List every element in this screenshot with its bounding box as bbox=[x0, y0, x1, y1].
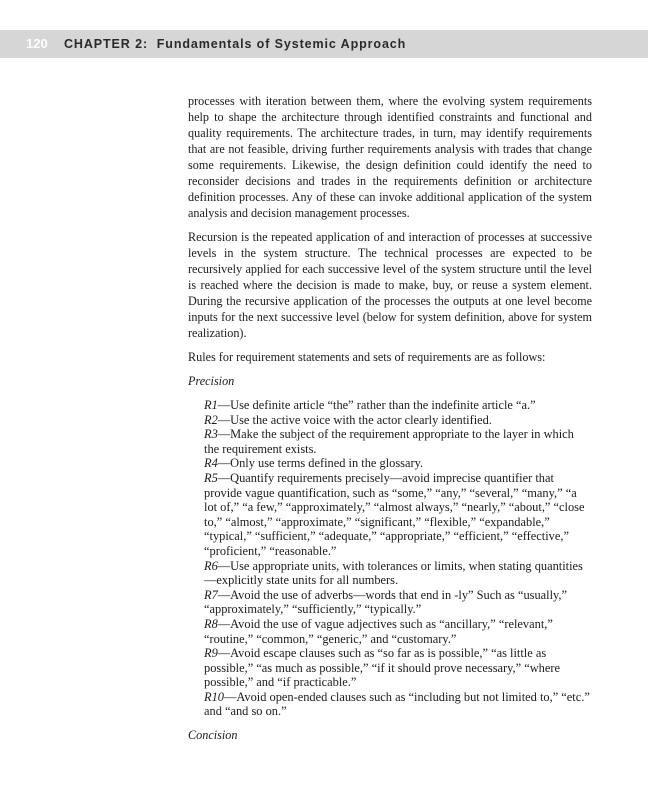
rule-item-r5 bbox=[204, 471, 592, 559]
concision-heading: Concision bbox=[188, 728, 238, 743]
rule-id: R4 bbox=[204, 456, 218, 471]
rule-text: —Use appropriate units, with tolerances or limits, when stating quantities—explicitly state units for all numbers. bbox=[204, 558, 583, 588]
precision-heading: Precision bbox=[188, 374, 235, 388]
rule-item-r1 bbox=[204, 398, 592, 413]
rule-item-r7 bbox=[204, 588, 592, 617]
rule-id: R3 bbox=[204, 427, 218, 442]
rule-id: R8 bbox=[204, 616, 218, 631]
rule-text: —Make the subject of the requirement appropriate to the layer in which the requirement exists. bbox=[204, 427, 574, 456]
rule-item-r8 bbox=[204, 617, 592, 646]
paragraph-rules-intro: Rules for requirement statements and sets of requirements are as follows: bbox=[188, 350, 546, 364]
rule-text: —Use definite article “the” rather than the indefinite article “a.” bbox=[217, 398, 536, 412]
rule-text: —Avoid escape clauses such as “so far as is possible,” “as little as possible,” “as much as possible,” “if it should prove necessary,” “where possible,” and “if practicable.” bbox=[204, 646, 561, 690]
rule-item-r2 bbox=[204, 413, 592, 428]
rule-id: R9 bbox=[204, 646, 218, 661]
rule-id: R6 bbox=[204, 558, 218, 573]
page-body bbox=[188, 93, 592, 752]
rule-text: —Avoid the use of vague adjectives such as “ancillary,” “relevant,” “routine,” “common,” “generic,” and “customary.” bbox=[204, 616, 553, 646]
paragraph-recursion: Recursion is the repeated application of and interaction of processes at successive levels in the system structure. The technical processes are expected to be recursively applied for each successive level of the system structure until the level is reached where the decision is made to make, buy, or reuse a system element. During the recursive application of the processes the outputs at one level become inputs for the next successive level (below for system definition, above for system realization). bbox=[188, 230, 592, 340]
rule-id: R1 bbox=[204, 398, 218, 412]
rule-id: R7 bbox=[204, 587, 218, 602]
rule-id: R5 bbox=[204, 470, 218, 485]
rule-text: —Avoid open-ended clauses such as “including but not limited to,” “etc.” and “and so on.” bbox=[204, 689, 590, 719]
page-number: 120 bbox=[26, 36, 48, 51]
chapter-heading bbox=[64, 30, 406, 58]
rule-text: —Use the active voice with the actor clearly identified. bbox=[217, 412, 492, 427]
rule-text: —Avoid the use of adverbs—words that end in -ly” Such as “usually,” “approximately,” “sufficiently,” “typically.” bbox=[204, 587, 568, 617]
rule-item-r6 bbox=[204, 559, 592, 588]
paragraph-iteration: processes with iteration between them, where the evolving system requirements help to shape the architecture through identified constraints and functional and quality requirements. The architecture trades, in turn, may identify requirements that are not feasible, driving further requirements analysis with trades that change some requirements. Likewise, the design definition could identify the need to reconsider decisions and trades in the requirements definition or architecture definition processes. Any of these can invoke additional application of the system analysis and decision management processes. bbox=[188, 94, 592, 220]
chapter-label: CHAPTER 2: bbox=[64, 37, 149, 51]
page-header bbox=[0, 30, 648, 58]
rule-item-r10 bbox=[204, 690, 592, 719]
rule-id: R2 bbox=[204, 412, 218, 427]
rule-item-r4 bbox=[204, 456, 592, 471]
rules-list bbox=[188, 398, 592, 719]
rule-id: R10 bbox=[204, 689, 224, 704]
chapter-title: Fundamentals of Systemic Approach bbox=[156, 37, 407, 51]
rule-text: —Quantify requirements precisely—avoid imprecise quantifier that provide vague quantification, such as “some,” “any,” “several,” “many,” “a lot of,” “a few,” “approximately,” “almost always,” “nearly,” “about,” “close to,” “almost,” “approximate,” “significant,” “flexible,” “expandable,” “typical,” “sufficient,” “adequate,” “appropriate,” “efficient,” “effective,” “proficient,” “reasonable.” bbox=[204, 470, 585, 558]
rule-item-r9 bbox=[204, 646, 592, 690]
rule-text: —Only use terms defined in the glossary. bbox=[217, 456, 424, 471]
rule-item-r3 bbox=[204, 427, 592, 456]
